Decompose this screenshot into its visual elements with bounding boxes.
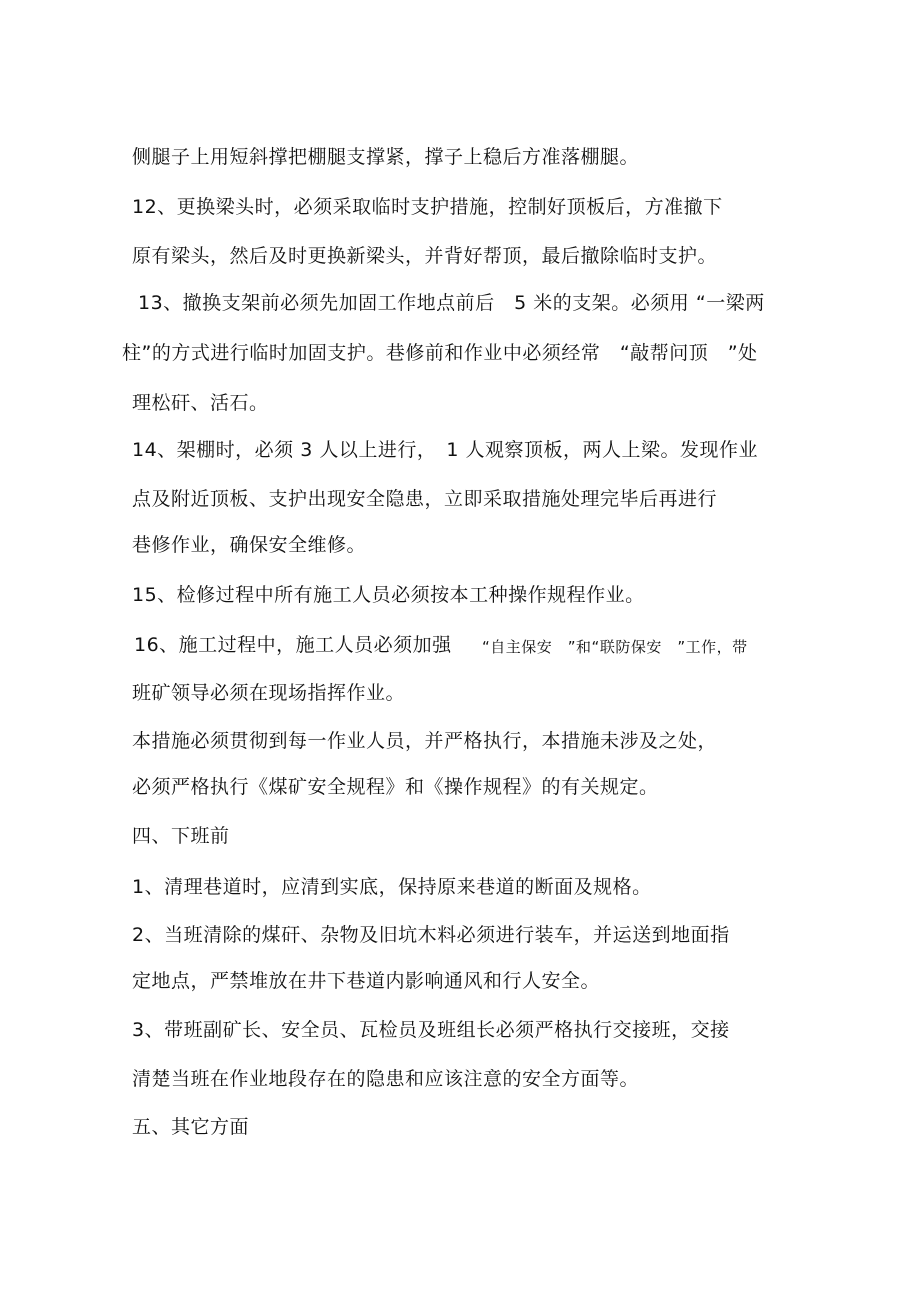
text-line: 本措施必须贯彻到每一作业人员，并严格执行，本措施未涉及之处， xyxy=(132,730,718,752)
text-line: 必须严格执行《煤矿安全规程》和《操作规程》的有关规定。 xyxy=(132,776,659,798)
text-line: 原有梁头，然后及时更换新梁头，并背好帮顶，最后撤除临时支护。 xyxy=(132,245,718,267)
text-line: 班矿领导必须在现场指挥作业。 xyxy=(132,682,406,704)
text-line: 定地点，严禁堆放在井下巷道内影响通风和行人安全。 xyxy=(132,970,601,992)
text-line: 3、带班副矿长、安全员、瓦检员及班组长必须严格执行交接班，交接 xyxy=(132,1019,730,1041)
text-line: “自主保安 ”和“联防保安 ”工作，带 xyxy=(482,638,748,656)
text-line: 2、当班清除的煤矸、杂物及旧坑木料必须进行装车，并运送到地面指 xyxy=(132,924,730,946)
text-line: 14、架棚时，必须 3 人以上进行， 1 人观察顶板，两人上梁。发现作业 xyxy=(132,439,758,461)
text-line: 清楚当班在作业地段存在的隐患和应该注意的安全方面等。 xyxy=(132,1068,640,1090)
text-line: 16、施工过程中，施工人员必须加强 xyxy=(134,634,452,656)
text-line: 巷修作业，确保安全维修。 xyxy=(132,534,367,556)
text-line: 15、检修过程中所有施工人员必须按本工种操作规程作业。 xyxy=(132,584,645,606)
text-line: 点及附近顶板、支护出现安全隐患，立即采取措施处理完毕后再进行 xyxy=(132,488,718,510)
section-heading: 五、其它方面 xyxy=(132,1116,250,1138)
text-line: 侧腿子上用短斜撑把棚腿支撑紧，撑子上稳后方准落棚腿。 xyxy=(132,146,640,168)
text-line: 柱”的方式进行临时加固支护。巷修前和作业中必须经常 “敲帮问顶 ”处 xyxy=(122,342,758,364)
text-line: 13、撤换支架前必须先加固工作地点前后 5 米的支架。必须用 “一梁两 xyxy=(138,292,765,314)
text-line: 12、更换梁头时，必须采取临时支护措施，控制好顶板后，方准撤下 xyxy=(132,196,723,218)
text-line: 1、清理巷道时，应清到实底，保持原来巷道的断面及规格。 xyxy=(132,876,652,898)
text-line: 理松矸、活石。 xyxy=(132,392,269,414)
section-heading: 四、下班前 xyxy=(132,825,230,847)
